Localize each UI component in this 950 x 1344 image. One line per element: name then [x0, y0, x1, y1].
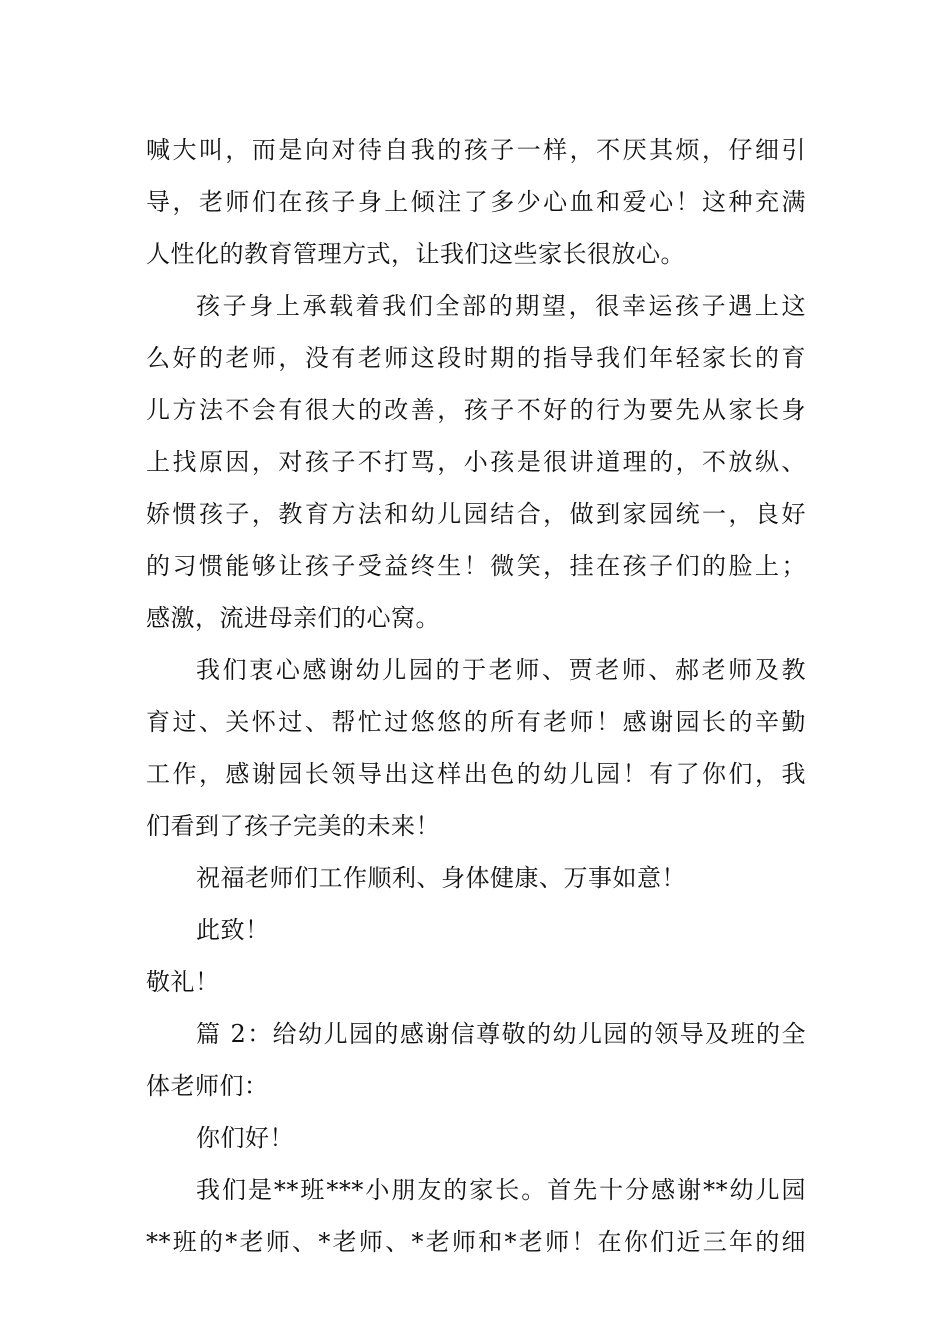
paragraph-first-line: 我们是**班***小朋友的家长。首先十分感谢**幼儿园	[196, 1176, 806, 1204]
text-line: 导，老师们在孩子身上倾注了多少心血和爱心！这种充满	[146, 188, 806, 216]
text-line: 人性化的教育管理方式，让我们这些家长很放心。	[146, 240, 685, 268]
text-line: 们看到了孩子完美的未来！	[146, 812, 440, 840]
text-line: 么好的老师，没有老师这段时期的指导我们年轻家长的育	[146, 344, 806, 372]
text-line: **班的*老师、*老师、*老师和*老师！在你们近三年的细	[146, 1228, 806, 1256]
text-line: 育过、关怀过、帮忙过悠悠的所有老师！感谢园长的辛勤	[146, 708, 806, 736]
text-line: 体老师们：	[146, 1072, 269, 1100]
text-line: 喊大叫，而是向对待自我的孩子一样，不厌其烦，仔细引	[146, 136, 806, 164]
paragraph-first-line: 孩子身上承载着我们全部的期望，很幸运孩子遇上这	[196, 292, 806, 320]
closing-salutation: 此致！	[196, 916, 270, 944]
section-heading: 篇 2：给幼儿园的感谢信尊敬的幼儿园的领导及班的全	[196, 1020, 806, 1048]
greeting-line: 你们好！	[196, 1124, 294, 1152]
text-line: 感激，流进母亲们的心窝。	[146, 604, 440, 632]
paragraph-first-line: 我们衷心感谢幼儿园的于老师、贾老师、郝老师及教	[196, 656, 806, 684]
closing-regards: 敬礼！	[146, 968, 220, 996]
text-line: 工作，感谢园长领导出这样出色的幼儿园！有了你们，我	[146, 760, 806, 788]
text-line: 儿方法不会有很大的改善，孩子不好的行为要先从家长身	[146, 396, 806, 424]
text-line: 娇惯孩子，教育方法和幼儿园结合，做到家园统一，良好	[146, 500, 806, 528]
blessing-line: 祝福老师们工作顺利、身体健康、万事如意！	[196, 864, 686, 892]
text-line: 上找原因，对孩子不打骂，小孩是很讲道理的，不放纵、	[146, 448, 806, 476]
text-line: 的习惯能够让孩子受益终生！微笑，挂在孩子们的脸上；	[146, 552, 806, 580]
